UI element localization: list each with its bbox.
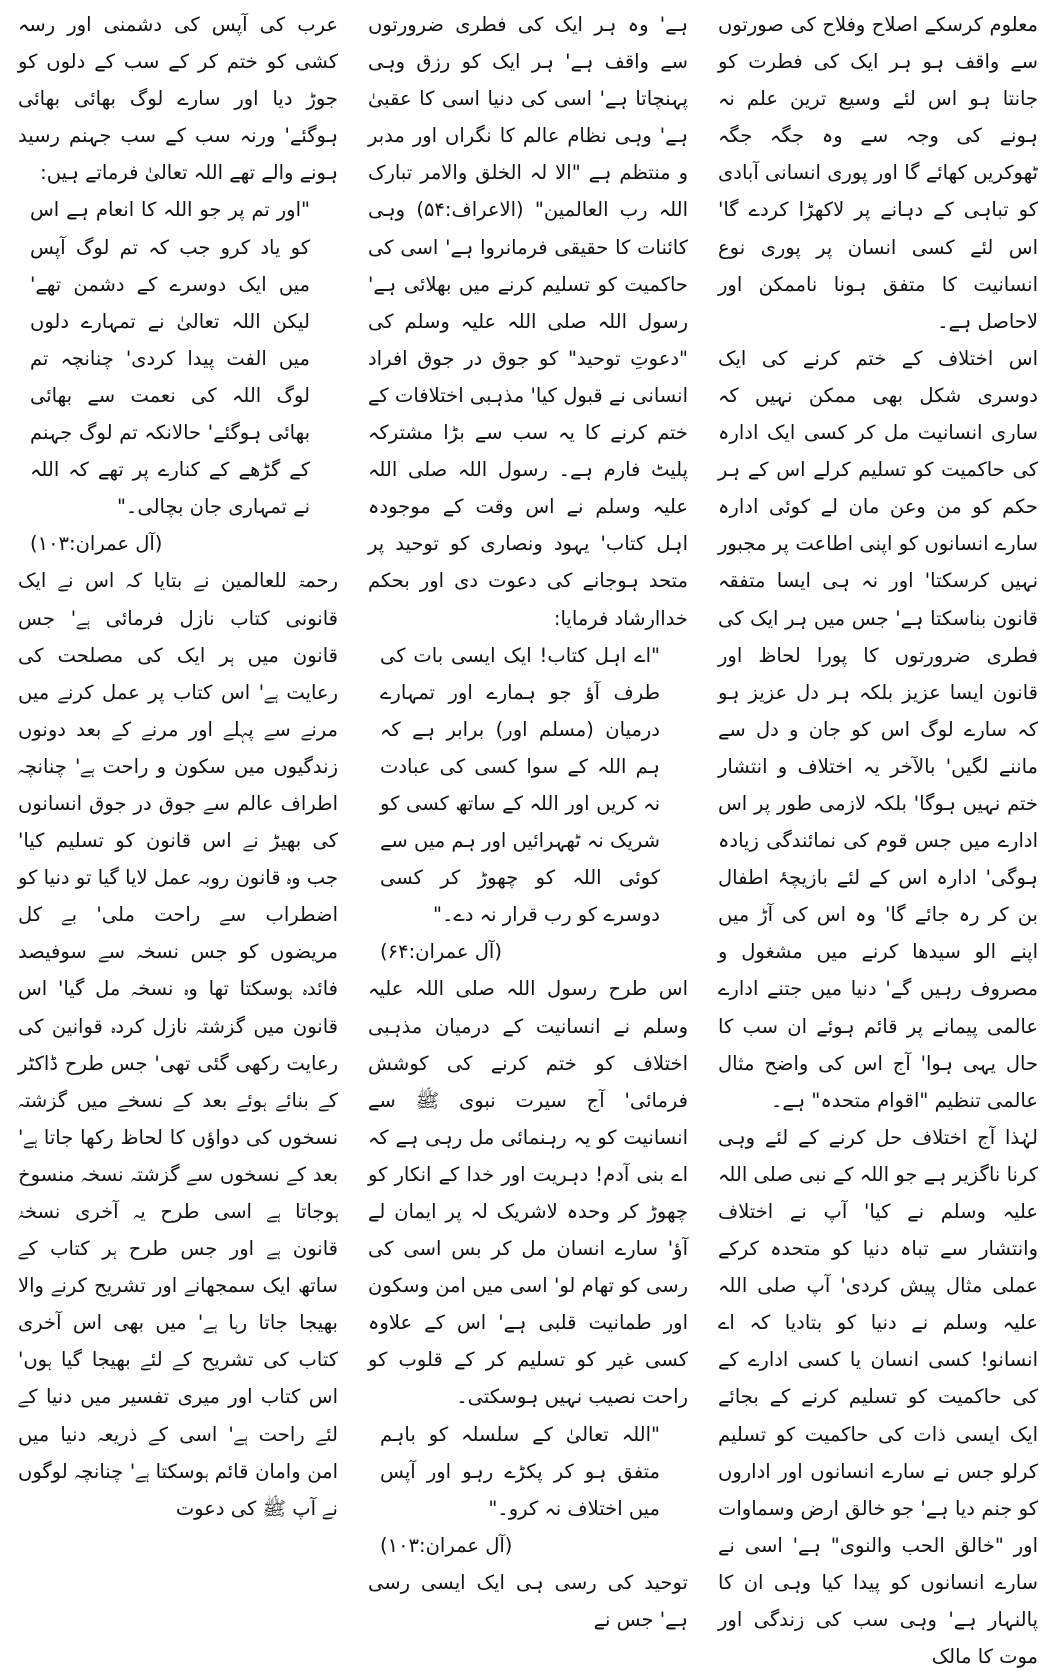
quotation-reference: (آل عمران:۱۰۳) [30,532,163,556]
paragraph: عرب کی آپس کی دشمنی اور رسہ کشی کو ختم کر کے سب کے دلوں کو جوڑ دیا اور سارے لوگ بھائی بھائی ہوگئے' ورنہ سب کے سب جہنم رسید ہونے والے تھے اللہ تعالیٰ فرماتے ہیں: [18,13,338,185]
quotation-text: "اللہ تعالیٰ کے سلسلہ کو باہم متفق ہو کر پکڑے رہو اور آپس میں اختلاف نہ کرو۔" [380,1422,660,1520]
paragraph: اس اختلاف کے ختم کرنے کی ایک دوسری شکل بھی ممکن نہیں کہ ساری انسانیت مل کر کسی ایک ادارہ کی حاکمیت کو تسلیم کرلے اس کے ہر حکم کو من وعن مان لے کوئی ادارہ سارے انسانوں کو اپنی اطاعت پر مجبور نہیں کرسکتا' اور نہ ہی ایسا متفقہ قانون بناسکتا ہے' جس میں ہر ایک کی فطری ضرورتوں کا پورا لحاظ اور قانون ایسا عزیز بلکہ ہر دل عزیز ہو کہ سارے لوگ اس کو جان و دل سے ماننے لگیں' بالآخر یہ اختلاف و انتشار ختم نہیں ہوگا' بلکہ لازمی طور پر اس ادارے میں جس قوم کی نمائندگی زیادہ ہوگی' ادارہ اس کے لئے بازیچۂ اطفال بن کر رہ جائے گا' وہ اس کی آڑ میں اپنے الو سیدھا کرنے میں مشغول و مصروف رہیں گے' دنیا میں جتنے ادارے عالمی پیمانے پر قائم ہوئے ان سب کا حال یہی ہوا' آج اس کی واضح مثال عالمی تنظیم "اقوام متحدہ" ہے۔ [718,346,1038,1112]
paragraph: اس طرح رسول اللہ صلی اللہ علیہ وسلم نے انسانیت کے درمیان مذہبی اختلاف کو ختم کرنے کی کوشش فرمائی' آج سیرت نبوی ﷺ سے انسانیت کو یہ رہنمائی مل رہی ہے کہ اے بنی آدم! دہریت اور خدا کے انکار کو چھوڑ کر وحدہ لاشریک لہ پر ایمان لے آؤ' سارے انسان مل کر بس اسی کی رسی کو تھام لو' اسی میں امن وسکون اور طمانیت قلبی ہے' اس کے علاوہ کسی غیر کو تسلیم کر کے قلوب کو راحت نصیب نہیں ہوسکتی۔ [368,977,688,1409]
paragraph: ہے' وہ ہر ایک کی فطری ضرورتوں سے واقف ہے' ہر ایک کو رزق وہی پہنچاتا ہے' اسی کی دنیا اسی کا عقبیٰ ہے' وہی نظام عالم کا نگراں اور مدبر و منتظم ہے "الا لہ الخلق والامر تبارک اللہ رب العالمین" (الاعراف:۵۴) وہی کائنات کا حقیقی فرمانروا ہے' اسی کی حاکمیت کو تسلیم کرنے میں بھلائی ہے' رسول اللہ صلی اللہ علیہ وسلم کی "دعوتِ توحید" کو جوق در جوق افراد انسانی نے قبول کیا' مذہبی اختلافات کے ختم کرنے کا یہ سب سے بڑا مشترکہ پلیٹ فارم ہے۔ رسول اللہ صلی اللہ علیہ وسلم نے اس وقت کے موجودہ اہل کتاب' یہود ونصاری کو توحید پر متحد ہوجانے کی دعوت دی اور بحکم خداارشاد فرمایا: [368,13,688,630]
quotation-block [368,637,688,971]
paragraph: لہٰذا آج اختلاف حل کرنے کے لئے وہی کرنا ناگزیر ہے جو اللہ کے نبی صلی اللہ علیہ وسلم نے کیا' آپ نے اختلاف وانتشار سے تباہ دنیا کو متحدہ کرکے عملی مثال پیش کردی' آپ صلی اللہ علیہ وسلم نے دنیا کو بتادیا کہ اے انسانو! کسی انسان یا کسی ادارے کے کی حاکمیت کو تسلیم کرنے کے بجائے ایک ایسی ذات کی حاکمیت کو تسلیم کرلو جس نے سارے انسانوں اور اداروں کو جنم دیا ہے' جو خالق ارض وسماوات اور "خالق الحب والنوی" ہے' اسی نے سارے انسانوں کو پیدا کیا وہی ان کا پالنہار ہے' وہی سب کی زندگی اور موت کا مالک [718,1125,1038,1669]
paragraph: رحمۃ للعالمین نے بتایا کہ اس نے ایک قانونی کتاب نازل فرمائی ہے' جس قانون میں ہر ایک کی مصلحت کی رعایت ہے' اس کتاب پر عمل کرنے میں مرنے سے پہلے اور مرنے کے بعد دونوں زندگیوں میں سکون و راحت ہے' چنانچہ اطراف عالم سے جوق در جوق انسانوں کی بھیڑ نے اس قانون کو تسلیم کیا' جب وہ قانون روبہ عمل لایا گیا تو دنیا کو اضطراب سے راحت ملی' بے کل مریضوں کو جس نسخہ سے سوفیصد فائدہ ہوسکتا تھا وہ نسخہ مل گیا' اس قانون میں گزشتہ نازل کردہ قوانین کی رعایت رکھی گئی تھی' جس طرح ڈاکٹر کے بنائے ہوئے بعد کے نسخے میں گزشتہ نسخوں کی دواؤں کا لحاظ رکھا جاتا ہے' بعد کے نسخوں سے گزشتہ نسخہ منسوخ ہوجاتا ہے اسی طرح یہ آخری نسخۂ قانون ہے اور جس طرح ہر کتاب کے ساتھ ایک سمجھانے اور تشریح کرنے والا بھیجا جاتا رہا ہے' میں بھی اس آخری کتاب کی تشریح کے لئے بھیجا گیا ہوں' اس کتاب اور میری تفسیر میں دنیا کے لئے راحت ہے' اسی کے ذریعہ دنیا میں امن وامان قائم ہوسکتا ہے' چنانچہ لوگوں نے آپ ﷺ کی دعوت [18,569,338,1520]
quotation-text: "اور تم پر جو اللہ کا انعام ہے اس کو یاد کرو جب کہ تم لوگ آپس میں ایک دوسرے کے دشمن تھے' لیکن اللہ تعالیٰ نے تمہارے دلوں میں الفت پیدا کردی' چنانچہ تم لوگ اللہ کی نعمت سے بھائی بھائی ہوگئے' حالانکہ تم لوگ جہنم کے گڑھے کے کنارے پر تھے کہ اللہ نے تمہاری جان بچالی۔" [30,198,310,519]
quotation-block [18,191,338,562]
column-left [18,6,338,1520]
quotation-reference: (آل عمران:۶۴) [380,940,502,964]
quotation-text: "اے اہل کتاب! ایک ایسی بات کی طرف آؤ جو ہمارے اور تمہارے درمیان (مسلم اور) برابر ہے کہ ہم اللہ کے سوا کسی کی عبادت نہ کریں اور اللہ کے ساتھ کسی کو شریک نہ ٹھہرائیں اور ہم میں سے کوئی اللہ کو چھوڑ کر کسی دوسرے کو رب قرار نہ دے۔" [380,643,660,927]
paragraph: توحید کی رسی ہی ایک ایسی رسی ہے' جس نے [368,1570,688,1632]
column-right [718,6,1038,1669]
column-middle [368,6,688,1632]
quotation-reference: (آل عمران:۱۰۳) [380,1533,513,1557]
paragraph: معلوم کرسکے اصلاح وفلاح کی صورتوں سے واقف ہو ہر ایک کی فطرت کو جانتا ہو اس لئے وسیع ترین علم نہ ہونے کی وجہ سے وہ جگہ جگہ ٹھوکریں کھائے گا اور پوری انسانی آبادی کو تباہی کے دہانے پر لاکھڑا کردے گا' اس لئے کسی انسان پر پوری نوع انسانیت کا متفق ہونا ناممکن اور لاحاصل ہے۔ [718,13,1038,333]
quotation-block [368,1416,688,1564]
